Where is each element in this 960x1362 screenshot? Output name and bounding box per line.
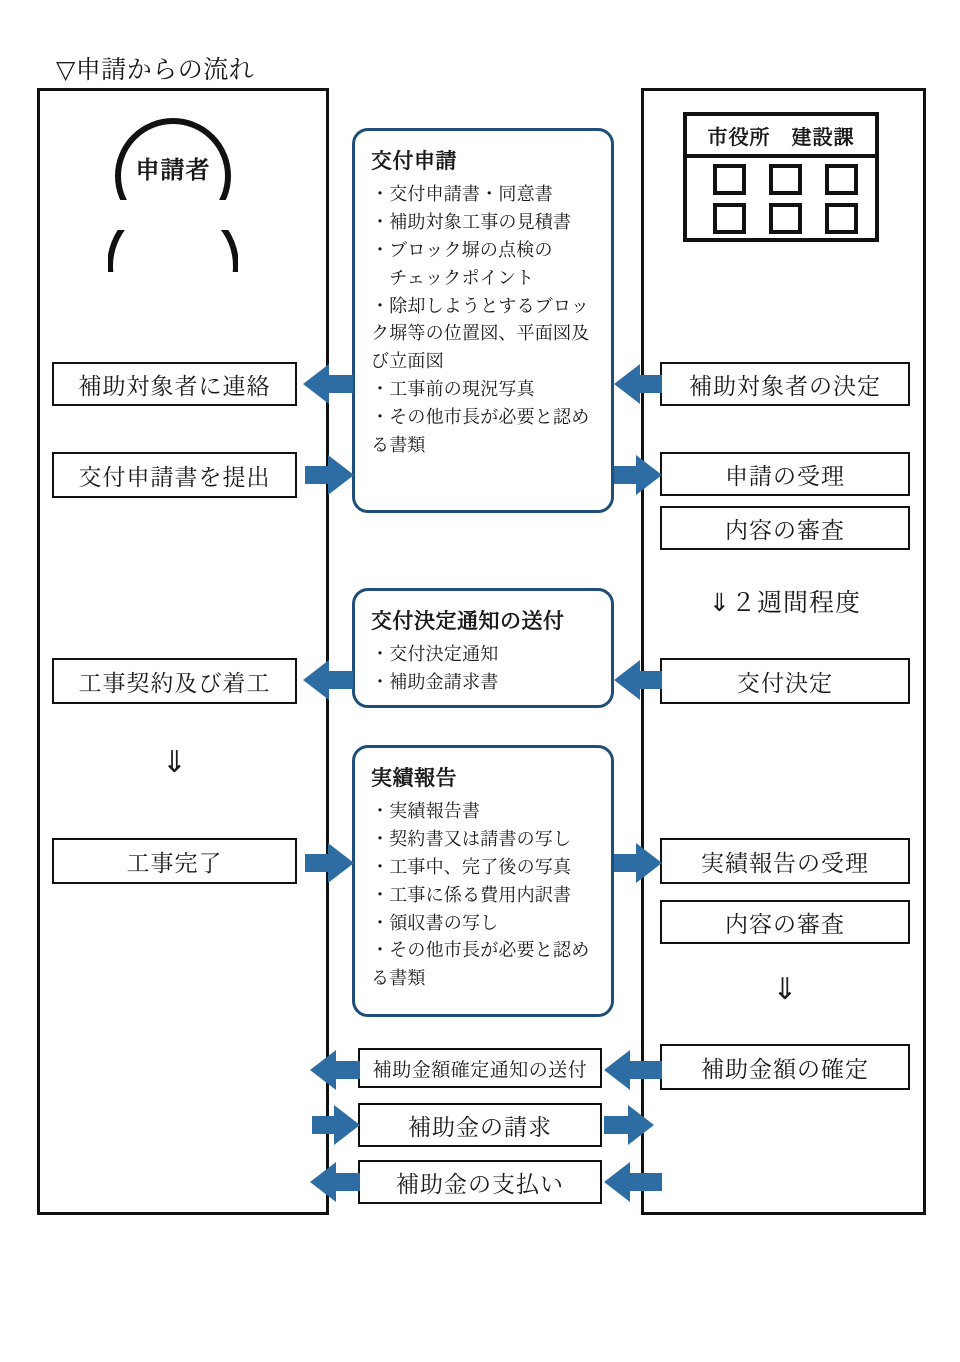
applicant-figure (100, 118, 260, 270)
arrow-tail (614, 854, 638, 872)
arrow-tail (312, 1116, 336, 1134)
step-box-amount-notice: 補助金額確定通知の送付 (358, 1048, 602, 1088)
doc-item: ク塀等の位置図、平面図及 (371, 323, 590, 345)
doc-item: ・ 除却しようとするブロッ (371, 293, 597, 321)
window-icon (713, 164, 746, 195)
arrow-left-decision (614, 364, 640, 404)
arrow-tail (305, 854, 329, 872)
arrow-left-contact (303, 364, 329, 404)
step-box-grant-decision: 交付決定 (660, 658, 910, 704)
step-box-subsidy-payment: 補助金の支払い (358, 1160, 602, 1204)
arrow-tail (336, 1173, 360, 1191)
doc-item: び立面図 (371, 351, 444, 373)
doc-item: ・ ブロック塀の点検の (371, 237, 597, 265)
step-box-contract-start: 工事契約及び着工 (52, 658, 297, 704)
city-hall-divider (687, 154, 875, 158)
arrow-right-report (636, 843, 662, 883)
doc-item: ・ その他市長が必要と認め (371, 937, 597, 965)
arrow-right-accept (636, 455, 662, 495)
arrow-tail (305, 466, 329, 484)
step-box-accept-application: 申請の受理 (660, 452, 910, 496)
doc-item: チェックポイント (371, 267, 535, 289)
arrow-tail (336, 1061, 360, 1079)
step-box-accept-report: 実績報告の受理 (660, 838, 910, 884)
doc-heading: 実績報告 (371, 766, 457, 790)
step-box-contact: 補助対象者に連絡 (52, 362, 297, 406)
down-arrow-applicant: ⇓ (161, 745, 188, 780)
window-icon (825, 203, 858, 234)
applicant-body-icon (108, 200, 238, 272)
step-box-submit-application: 交付申請書を提出 (52, 452, 297, 498)
arrow-left-contract (303, 660, 329, 700)
doc-item: ・ 補助対象工事の見積書 (371, 209, 597, 237)
down-arrow-city: ⇓ (772, 972, 798, 1007)
step-box-review-contents-1: 内容の審査 (660, 506, 910, 550)
arrow-tail (329, 375, 353, 393)
arrow-left-payment-left (310, 1162, 336, 1202)
doc-item: る書類 (371, 435, 426, 457)
applicant-figure-label: 申請者 (135, 156, 211, 184)
doc-box-grant-decision-notice (352, 588, 614, 708)
doc-item: ・ 工事中、完了後の写真 (371, 854, 597, 882)
doc-item-list (371, 798, 597, 993)
window-icon (825, 164, 858, 195)
step-box-confirm-amount: 補助金額の確定 (660, 1044, 910, 1090)
doc-item-list (371, 181, 597, 460)
city-hall-windows (701, 164, 869, 236)
doc-heading: 交付申請 (371, 149, 457, 173)
arrow-left-grant-decision (614, 660, 640, 700)
doc-item: る書類 (371, 968, 426, 990)
arrow-right-work-complete (328, 843, 354, 883)
arrow-tail (604, 1116, 630, 1134)
doc-item: ・ その他市長が必要と認め (371, 404, 597, 432)
doc-item: ・ 実績報告書 (371, 798, 597, 826)
arrow-left-payment-right (604, 1162, 630, 1202)
doc-item: ・ 領収書の写し (371, 910, 597, 938)
doc-box-grant-application (352, 128, 614, 513)
doc-box-performance-report (352, 745, 614, 1017)
step-box-work-complete: 工事完了 (52, 838, 297, 884)
arrow-tail (640, 671, 662, 689)
window-icon (713, 203, 746, 234)
arrow-tail (640, 375, 662, 393)
arrow-tail (614, 466, 638, 484)
arrow-tail (329, 671, 353, 689)
arrow-left-confirm-amount (604, 1050, 630, 1090)
arrow-right-claim-right (628, 1105, 654, 1145)
arrow-tail (630, 1173, 662, 1191)
doc-heading: 交付決定通知の送付 (371, 609, 565, 633)
arrow-left-amount-notice (310, 1050, 336, 1090)
doc-item-list (371, 641, 597, 697)
step-box-review-contents-2: 内容の審査 (660, 900, 910, 944)
window-icon (769, 203, 802, 234)
step-box-subsidy-claim: 補助金の請求 (358, 1103, 602, 1147)
city-hall-label: 市役所 建設課 (707, 125, 855, 149)
window-icon (769, 164, 802, 195)
arrow-right-submit (328, 455, 354, 495)
city-hall-icon (683, 112, 879, 242)
doc-item: ・ 補助金請求書 (371, 669, 597, 697)
doc-item: ・ 交付申請書・同意書 (371, 181, 597, 209)
doc-item: ・ 工事前の現況写真 (371, 376, 597, 404)
arrow-tail (630, 1061, 662, 1079)
step-box-decide-target: 補助対象者の決定 (660, 362, 910, 406)
doc-item: ・ 契約書又は請書の写し (371, 826, 597, 854)
arrow-right-claim-left (334, 1105, 360, 1145)
doc-item: ・ 工事に係る費用内訳書 (371, 882, 597, 910)
doc-item: ・ 交付決定通知 (371, 641, 597, 669)
page-title: ▽申請からの流れ (56, 55, 255, 84)
lead-time-note: ⇓２週間程度 (709, 588, 861, 617)
